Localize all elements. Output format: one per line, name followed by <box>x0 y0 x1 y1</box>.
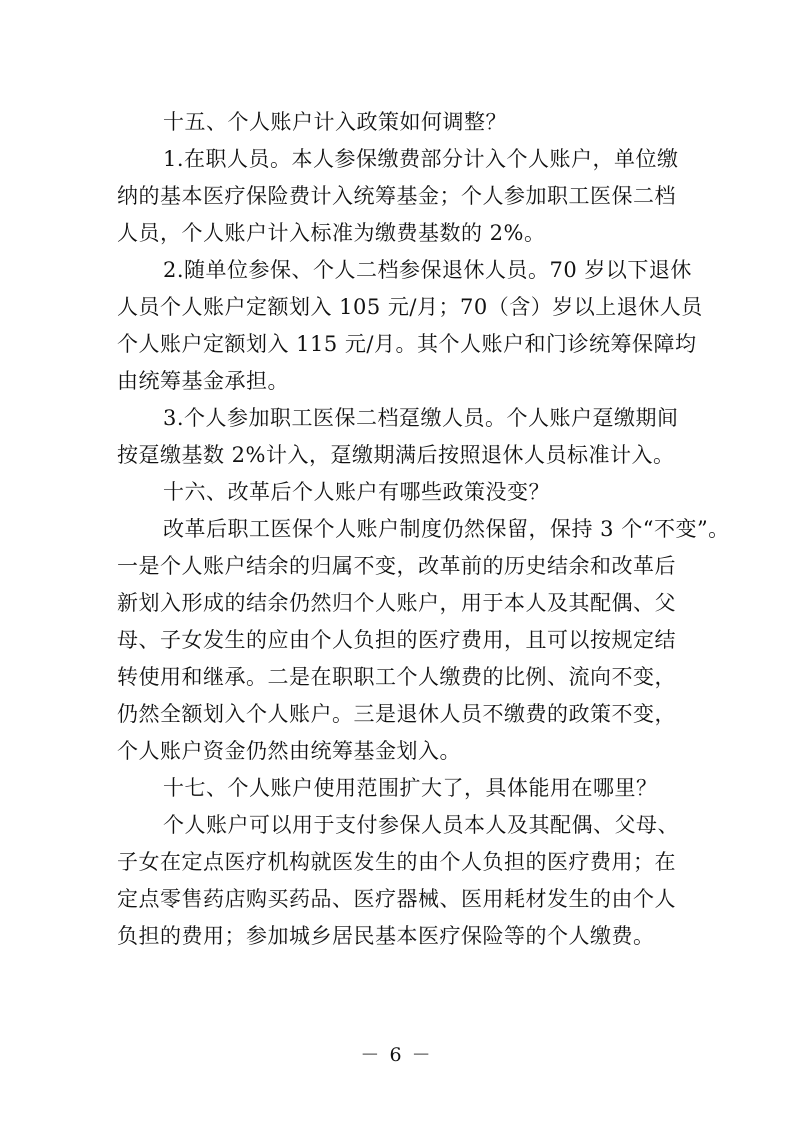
paragraph-line: 人员个人账户定额划入 105 元/月；70（含）岁以上退休人员 <box>117 295 703 319</box>
paragraph-line: 按趸缴基数 2%计入，趸缴期满后按照退休人员标准计入。 <box>117 443 675 467</box>
paragraph-line: 纳的基本医疗保险费计入统筹基金；个人参加职工医保二档 <box>117 184 676 208</box>
paragraph-line: 人员，个人账户计入标准为缴费基数的 2%。 <box>117 221 546 245</box>
paragraph-line: 由统筹基金承担。 <box>117 369 289 393</box>
heading-15: 十五、个人账户计入政策如何调整？ <box>163 110 507 134</box>
paragraph-line: 转使用和继承。二是在职职工个人缴费的比例、流向不变， <box>117 665 676 689</box>
paragraph-line: 个人账户资金仍然由统筹基金划入。 <box>117 739 461 763</box>
heading-17: 十七、个人账户使用范围扩大了，具体能用在哪里？ <box>163 776 658 800</box>
paragraph-line: 一是个人账户结余的归属不变，改革前的历史结余和改革后 <box>117 554 676 578</box>
paragraph-line: 定点零售药店购买药品、医疗器械、医用耗材发生的由个人 <box>117 887 676 911</box>
paragraph-line: 子女在定点医疗机构就医发生的由个人负担的医疗费用；在 <box>117 850 676 874</box>
paragraph-line: 改革后职工医保个人账户制度仍然保留，保持 3 个“不变”。 <box>163 517 730 541</box>
paragraph-line: 个人账户定额划入 115 元/月。其个人账户和门诊统筹保障均 <box>117 332 697 356</box>
paragraph-line: 仍然全额划入个人账户。三是退休人员不缴费的政策不变， <box>117 702 676 726</box>
paragraph-line: 个人账户可以用于支付参保人员本人及其配偶、父母、 <box>163 813 679 837</box>
paragraph-line: 3.个人参加职工医保二档趸缴人员。个人账户趸缴期间 <box>163 406 679 430</box>
document-body <box>117 104 730 955</box>
heading-16: 十六、改革后个人账户有哪些政策没变？ <box>163 480 550 504</box>
paragraph-line: 新划入形成的结余仍然归个人账户，用于本人及其配偶、父 <box>117 591 676 615</box>
paragraph-line: 1.在职人员。本人参保缴费部分计入个人账户，单位缴 <box>163 147 679 171</box>
paragraph-line: 母、子女发生的应由个人负担的医疗费用，且可以按规定结 <box>117 628 676 652</box>
paragraph-line: 2.随单位参保、个人二档参保退休人员。70 岁以下退休 <box>163 258 692 282</box>
paragraph-line: 负担的费用；参加城乡居民基本医疗保险等的个人缴费。 <box>117 924 655 948</box>
page-number: － 6 － <box>360 1044 433 1066</box>
